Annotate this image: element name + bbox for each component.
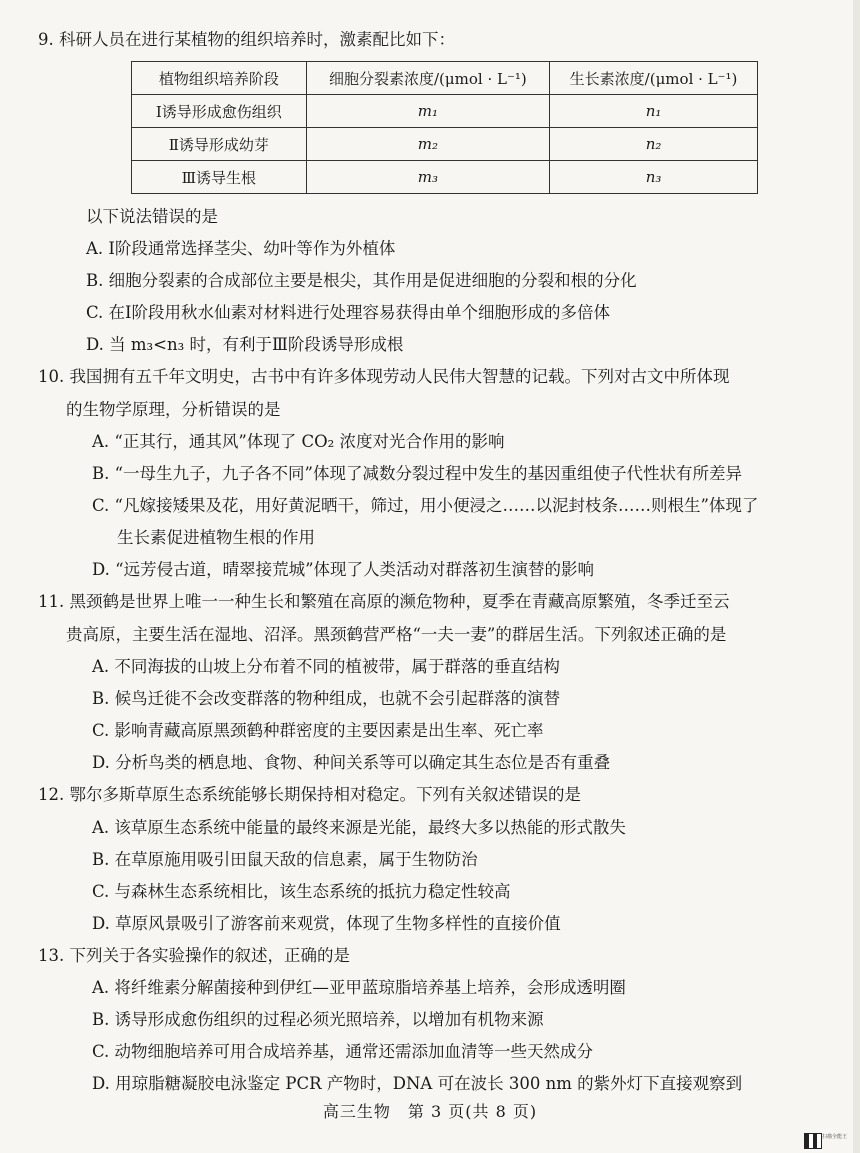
table-cell: n₁ [550, 95, 758, 128]
table-cell: Ⅲ诱导生根 [132, 161, 307, 194]
q11-option-b: B. 候鸟迁徙不会改变群落的物种组成，也就不会引起群落的演替 [92, 689, 561, 708]
q13-stem: 13. 下列关于各实验操作的叙述，正确的是 [38, 946, 350, 965]
hormone-ratio-table [131, 61, 758, 194]
scanner-watermark: 扫描全能王 [822, 1134, 848, 1140]
page-footer: 高三生物 第 3 页(共 8 页) [322, 1102, 538, 1121]
q12-option-d: D. 草原风景吸引了游客前来观赏，体现了生物多样性的直接价值 [92, 914, 561, 933]
q13-option-c: C. 动物细胞培养可用合成培养基，通常还需添加血清等一些天然成分 [92, 1042, 594, 1061]
q9-option-a: A. Ⅰ阶段通常选择茎尖、幼叶等作为外植体 [86, 239, 396, 258]
table-cell: n₂ [550, 128, 758, 161]
table-cell: n₃ [550, 161, 758, 194]
q10-option-d: D. “远芳侵古道，晴翠接荒城”体现了人类活动对群落初生演替的影响 [92, 560, 595, 579]
q9-option-b: B. 细胞分裂素的合成部位主要是根尖，其作用是促进细胞的分裂和根的分化 [86, 271, 637, 290]
q13-option-a: A. 将纤维素分解菌接种到伊红—亚甲蓝琼脂培养基上培养，会形成透明圈 [92, 978, 626, 997]
table-cell: Ⅰ诱导形成愈伤组织 [132, 95, 307, 128]
table-cell: Ⅱ诱导形成幼芽 [132, 128, 307, 161]
q13-option-b: B. 诱导形成愈伤组织的过程必须光照培养，以增加有机物来源 [92, 1010, 544, 1029]
table-header: 生长素浓度/(μmol · L⁻¹) [550, 62, 758, 95]
q9-lead: 以下说法错误的是 [86, 207, 218, 226]
q11-option-c: C. 影响青藏高原黑颈鹤种群密度的主要因素是出生率、死亡率 [92, 721, 544, 740]
q10-option-a: A. “正其行，通其风”体现了 CO₂ 浓度对光合作用的影响 [92, 432, 505, 451]
q10-stem-line2: 的生物学原理，分析错误的是 [66, 400, 281, 419]
q12-stem: 12. 鄂尔多斯草原生态系统能够长期保持相对稳定。下列有关叙述错误的是 [38, 785, 581, 804]
table-header-row [132, 62, 758, 95]
page-edge [853, 0, 860, 1153]
q10-option-b: B. “一母生九子，九子各不同”体现了减数分裂过程中发生的基因重组使子代性状有所差异 [92, 464, 742, 483]
q12-option-a: A. 该草原生态系统中能量的最终来源是光能，最终大多以热能的形式散失 [92, 818, 626, 837]
q12-option-c: C. 与森林生态系统相比，该生态系统的抵抗力稳定性较高 [92, 882, 511, 901]
q10-option-c: C. “凡嫁接矮果及花，用好黄泥晒干，筛过，用小便浸之……以泥封枝条……则根生”体现了 [92, 496, 759, 515]
table-row [132, 161, 758, 194]
table-cell: m₂ [306, 128, 549, 161]
table-cell: m₃ [306, 161, 549, 194]
table-header: 植物组织培养阶段 [132, 62, 307, 95]
q9-option-c: C. 在Ⅰ阶段用秋水仙素对材料进行处理容易获得由单个细胞形成的多倍体 [86, 303, 611, 322]
q10-option-c-cont: 生长素促进植物生根的作用 [117, 528, 315, 547]
q12-option-b: B. 在草原施用吸引田鼠天敌的信息素，属于生物防治 [92, 850, 478, 869]
q9-stem: 9. 科研人员在进行某植物的组织培养时，激素配比如下： [38, 30, 455, 49]
q11-option-d: D. 分析鸟类的栖息地、食物、种间关系等可以确定其生态位是否有重叠 [92, 753, 611, 772]
q10-stem-line1: 10. 我国拥有五千年文明史，古书中有许多体现劳动人民伟大智慧的记载。下列对古文中所体现 [38, 367, 730, 386]
q9-option-d: D. 当 m₃<n₃ 时，有利于Ⅲ阶段诱导形成根 [86, 335, 404, 354]
q11-stem-line2: 贵高原，主要生活在湿地、沼泽。黑颈鹤营严格“一夫一妻”的群居生活。下列叙述正确的是 [66, 625, 727, 644]
q13-option-d: D. 用琼脂糖凝胶电泳鉴定 PCR 产物时，DNA 可在波长 300 nm 的紫外灯下直接观察到 [92, 1074, 743, 1093]
table-row [132, 128, 758, 161]
table-cell: m₁ [306, 95, 549, 128]
q11-option-a: A. 不同海拔的山坡上分布着不同的植被带，属于群落的垂直结构 [92, 657, 560, 676]
table-row [132, 95, 758, 128]
qr-code-icon [804, 1133, 822, 1149]
q11-stem-line1: 11. 黑颈鹤是世界上唯一一种生长和繁殖在高原的濒危物种，夏季在青藏高原繁殖，冬季迁至云 [38, 592, 730, 611]
table-header: 细胞分裂素浓度/(μmol · L⁻¹) [306, 62, 549, 95]
